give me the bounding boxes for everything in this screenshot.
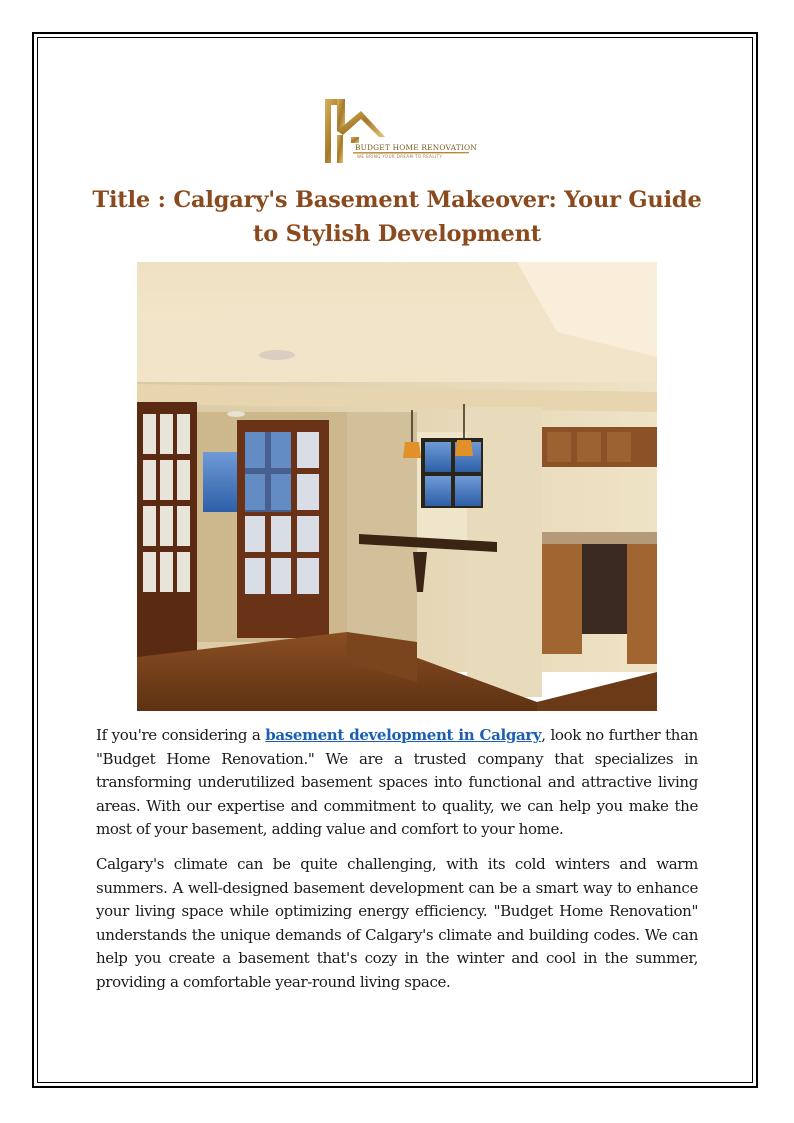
intro-paragraph bbox=[96, 724, 698, 842]
logo-company-name: BUDGET HOME RENOVATION bbox=[355, 143, 477, 152]
document-title: Title : Calgary's Basement Makeover: Your Guide to Stylish Development bbox=[92, 187, 702, 247]
company-logo bbox=[323, 97, 477, 167]
climate-paragraph: Calgary's climate can be quite challenging, with its cold winters and warm summers. A well-designed basement development can be a smart way to enhance your living space while optimizing energy efficiency. "Budget Home Renovation" understands the unique demands of Calgary's climate and building codes. We can help you create a basement that's cozy in the winter and cool in the summer, providing a comfortable year-round living space. bbox=[96, 855, 698, 991]
intro-text-after-link: , look no further than "Budget Home Renovation." We are a trusted company that specializes in transforming underutilized basement spaces into functional and attractive living areas. With our expertise and commitment to quality, we can help you make the most of your basement, adding value and comfort to your home. bbox=[96, 726, 698, 839]
basement-interior-photo bbox=[137, 262, 657, 711]
basement-development-link[interactable]: basement development in Calgary bbox=[265, 726, 542, 744]
intro-text-before-link: If you're considering a bbox=[96, 726, 266, 744]
logo-tagline: WE BRING YOUR DREAM TO REALITY bbox=[357, 154, 443, 159]
